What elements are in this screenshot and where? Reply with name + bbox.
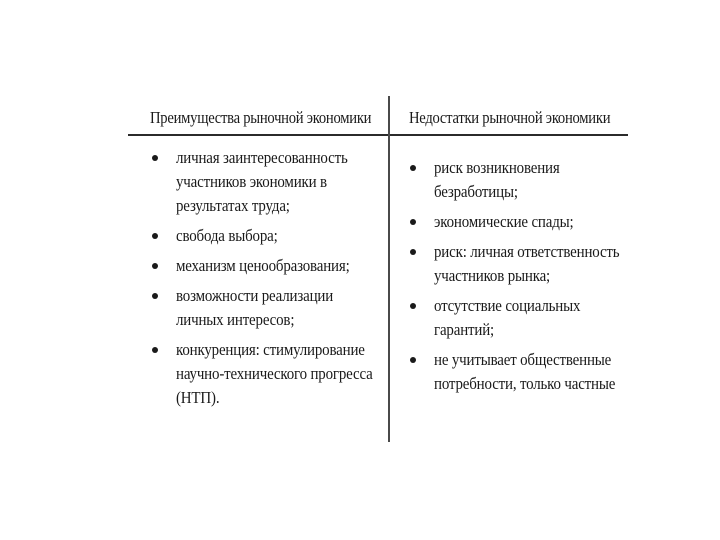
bullet-icon (152, 347, 158, 353)
comparison-table (128, 96, 628, 442)
disadvantage-item (408, 210, 628, 234)
advantage-text: личная заинтересованность участников экономики в результатах труда; (176, 148, 348, 215)
bullet-icon (410, 165, 416, 171)
disadvantage-text: экономические спады; (434, 212, 574, 231)
advantage-item (150, 224, 382, 248)
bullet-icon (410, 303, 416, 309)
disadvantage-text: не учитывает общественные потребности, только частные (434, 350, 616, 393)
bullet-icon (152, 155, 158, 161)
bullet-icon (410, 357, 416, 363)
disadvantage-item (408, 240, 628, 288)
disadvantages-list (408, 156, 628, 402)
disadvantage-text: отсутствие социальных гарантий; (434, 296, 581, 339)
bullet-icon (410, 249, 416, 255)
bullet-icon (152, 233, 158, 239)
bullet-icon (152, 263, 158, 269)
header-divider (128, 134, 628, 136)
advantages-header: Преимущества рыночной экономики (150, 108, 372, 127)
advantage-text: свобода выбора; (176, 226, 278, 245)
column-divider (388, 96, 390, 442)
advantages-list (150, 146, 382, 416)
advantage-item (150, 284, 382, 332)
disadvantage-item (408, 294, 628, 342)
bullet-icon (410, 219, 416, 225)
disadvantage-item (408, 348, 628, 396)
advantage-item (150, 338, 382, 410)
advantage-item (150, 146, 382, 218)
disadvantage-text: риск возникновения безработицы; (434, 158, 560, 201)
advantage-text: механизм ценообразования; (176, 256, 350, 275)
bullet-icon (152, 293, 158, 299)
advantage-item (150, 254, 382, 278)
disadvantage-text: риск: личная ответственность участников рынка; (434, 242, 620, 285)
advantage-text: возможности реализации личных интересов; (176, 286, 334, 329)
advantage-text: конкуренция: стимулирование научно-технического прогресса (НТП). (176, 340, 373, 407)
disadvantage-item (408, 156, 628, 204)
disadvantages-header: Недостатки рыночной экономики (409, 108, 611, 127)
